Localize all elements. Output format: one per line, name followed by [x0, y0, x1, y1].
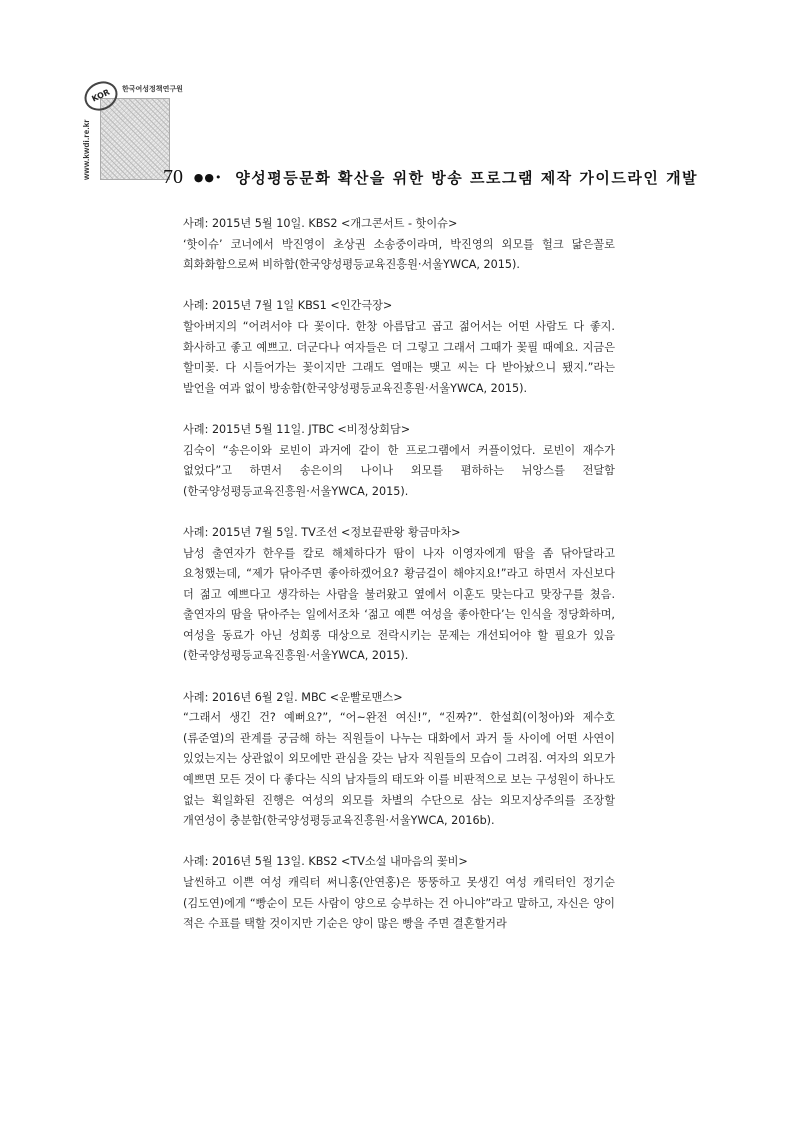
- case-heading: 사례: 2016년 6월 2일. MBC <운빨로맨스>: [183, 690, 403, 704]
- case-heading: 사례: 2015년 7월 5일. TV조선 <정보끝판왕 황금마차>: [183, 525, 461, 539]
- logo-emblem: KOR: [80, 76, 123, 116]
- logo-url: www.kwdi.re.kr: [82, 119, 91, 180]
- bullet-dots-icon: ●●•: [193, 171, 223, 184]
- case-item: [183, 214, 615, 276]
- case-body: ‘핫이슈’ 코너에서 박진영이 초상권 소송중이라며, 박진영의 외모를 헐크 닮은꼴로 희화화함으로써 비하함(한국양성평등교육진흥원·서울YWCA, 2015).: [183, 237, 615, 272]
- case-body: “그래서 생긴 건? 예뻐요?”, “어~완전 여신!”, “진짜?”. 한설희(이청아)와 제수호(류준열)의 관계를 궁금해 하는 직원들이 나누는 대화에서 과거 둘 사이에 어떤 사연이 있었는지는 상관없이 외모에만 관심을 갖는 남자 직원들의 모습이 그려짐. 여자의 외모가 예쁘면 모든 것이 다 좋다는 식의 남자들의 태도와 이를 비판적으로 보는 구성원이 하나도 없는 획일화된 진행은 여성의 외모를 차별의 수단으로 삼는 외모지상주의를 조장할 개연성이 충분함(한국양성평등교육진흥원·서울YWCA, 2016b).: [183, 711, 615, 828]
- case-body: 김숙이 “송은이와 로빈이 과거에 같이 한 프로그램에서 커플이었다. 로빈이 재수가 없었다”고 하면서 송은이의 나이나 외모를 폄하하는 뉘앙스를 전달함(한국양성평등교육진흥원·서울YWCA, 2015).: [183, 443, 615, 498]
- case-body: 날씬하고 이쁜 여성 캐릭터 써니홍(안연홍)은 뚱뚱하고 못생긴 여성 캐릭터인 정기순(김도연)에게 “빵순이 모든 사람이 양으로 승부하는 건 아니야”라고 말하고, 자신은 양이 적은 수표를 택할 것이지만 기순은 양이 많은 빵을 주면 결혼할거라: [183, 876, 615, 931]
- case-item: [183, 523, 615, 667]
- document-title: 양성평등문화 확산을 위한 방송 프로그램 제작 가이드라인 개발: [235, 169, 699, 187]
- logo-pattern: [100, 98, 170, 180]
- case-heading: 사례: 2016년 5월 13일. KBS2 <TV소설 내마음의 꽃비>: [183, 855, 468, 869]
- case-item: [183, 852, 615, 934]
- running-header: [163, 166, 698, 189]
- case-item: [183, 688, 615, 832]
- case-heading: 사례: 2015년 5월 11일. JTBC <비정상회담>: [183, 422, 411, 436]
- case-item: [183, 420, 615, 502]
- body-content: [183, 214, 615, 955]
- case-body: 할아버지의 “어려서야 다 꽃이다. 한창 아름답고 곱고 젊어서는 어떤 사람도 다 좋지. 화사하고 좋고 예쁘고. 더군다나 여자들은 더 그렇고 그래서 그때가 꽃필 때예요. 지금은 할미꽃. 다 시들어가는 꽃이지만 그래도 열매는 맺고 씨는 다 받아놨으니 됐지.”라는 발언을 여과 없이 방송함(한국양성평등교육진흥원·서울YWCA, 2015).: [183, 319, 615, 395]
- page-number: 70: [163, 166, 183, 188]
- case-heading: 사례: 2015년 7월 1일 KBS1 <인간극장>: [183, 299, 393, 313]
- case-body: 남성 출연자가 한우를 칼로 해체하다가 땀이 나자 이영자에게 땀을 좀 닦아달라고 요청했는데, “제가 닦아주면 좋아하겠어요? 황금걸이 해야지요!”라고 하면서 자신보다 더 젊고 예쁘다고 생각하는 사람을 불러왔고 옆에서 이훈도 맞는다고 맞장구를 쳤음. 출연자의 땀을 닦아주는 일에서조차 ‘젊고 예쁜 여성을 좋아한다’는 인식을 정당화하며, 여성을 동료가 아닌 성희롱 대상으로 전락시키는 문제는 개선되어야 할 필요가 있음(한국양성평등교육진흥원·서울YWCA, 2015).: [183, 546, 615, 663]
- case-heading: 사례: 2015년 5월 10일. KBS2 <개그콘서트 - 핫이슈>: [183, 217, 458, 230]
- case-item: [183, 296, 615, 399]
- logo-org-name: 한국여성정책연구원: [122, 85, 183, 93]
